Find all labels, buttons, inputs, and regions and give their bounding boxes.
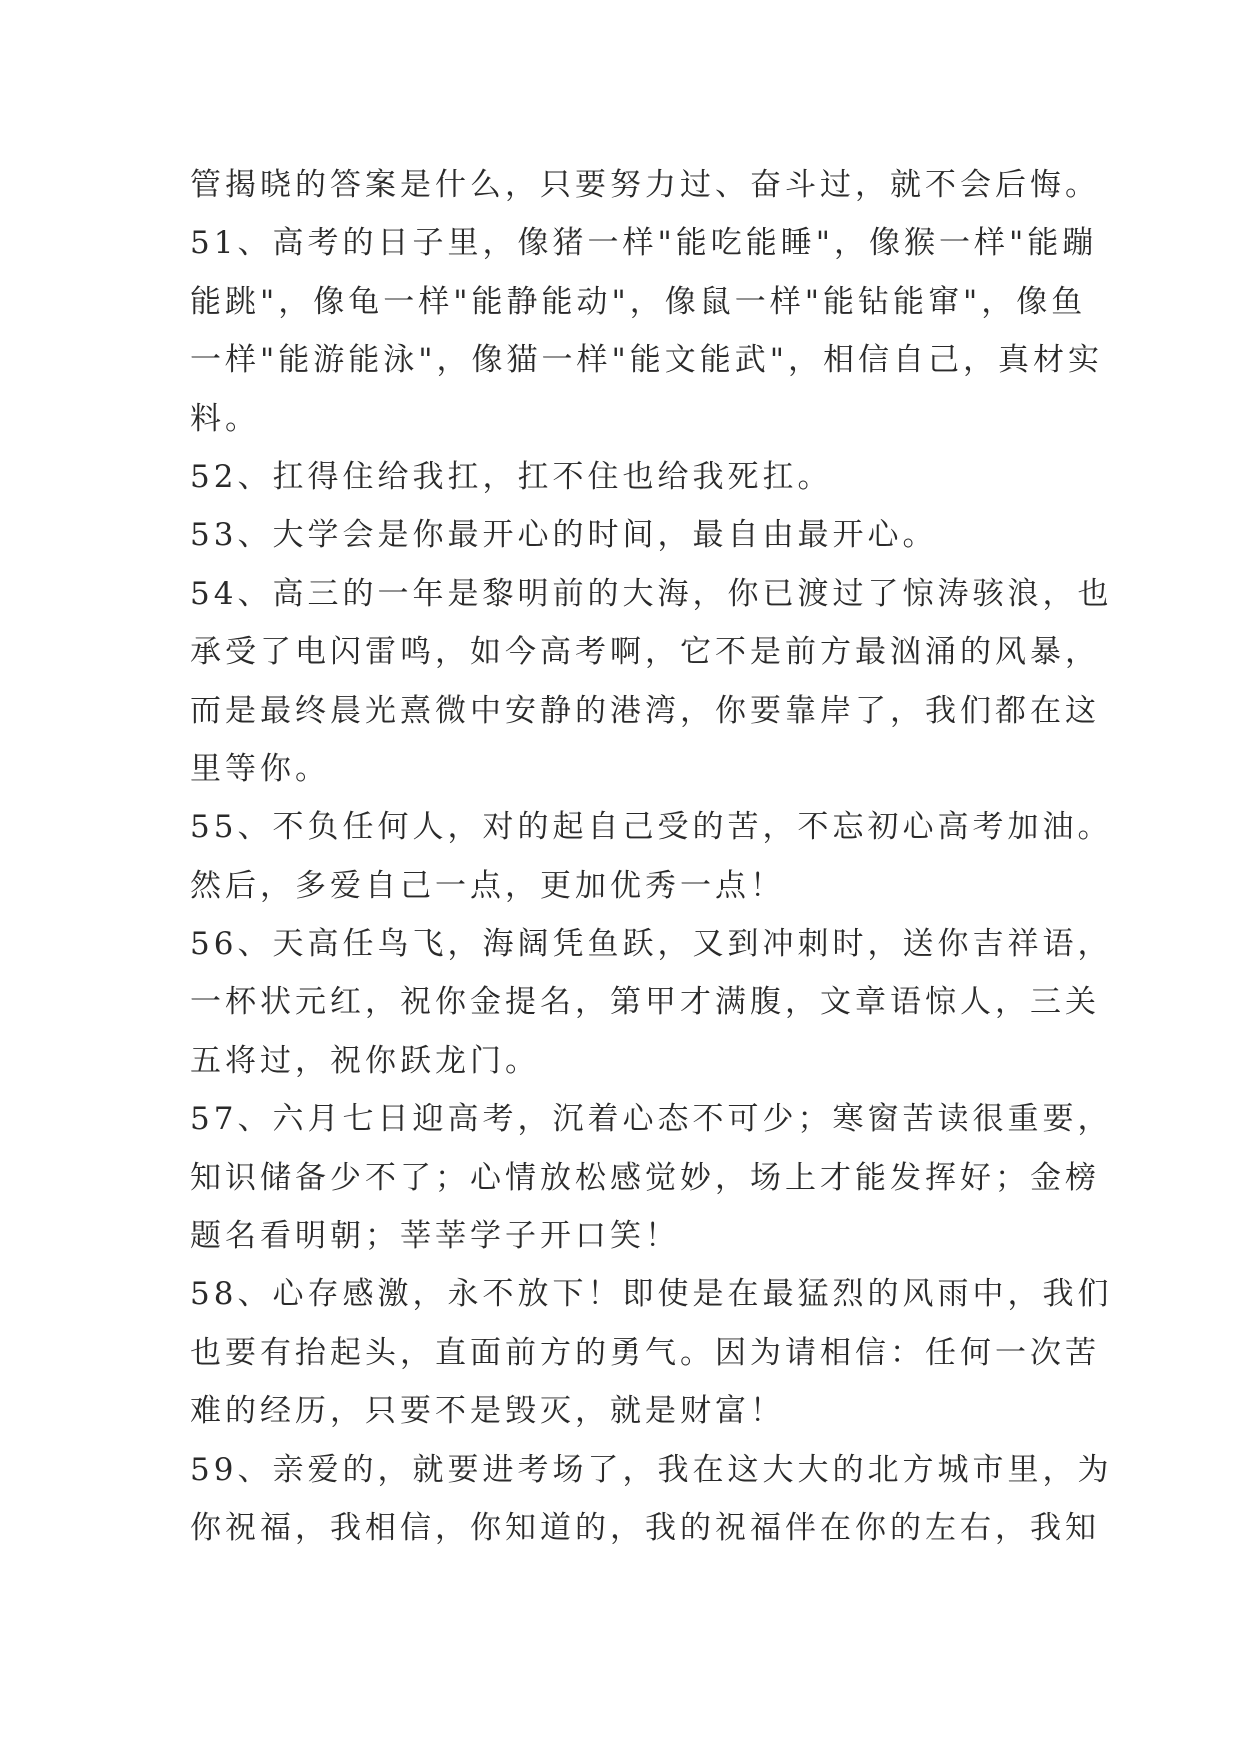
text-line: 52、扛得住给我扛，扛不住也给我死扛。 (190, 458, 833, 495)
text-line: 54、高三的一年是黎明前的大海，你已渡过了惊涛骇浪，也 (190, 575, 1113, 612)
text-line: 51、高考的日子里，像猪一样"能吃能睡"，像猴一样"能蹦 (190, 225, 1098, 262)
text-line: 料。 (190, 400, 260, 437)
text-line: 五将过，祝你跃龙门。 (190, 1042, 540, 1079)
text-line: 一杯状元红，祝你金提名，第甲才满腹，文章语惊人，三关 (190, 984, 1100, 1021)
text-line: 里等你。 (190, 750, 330, 787)
text-line: 能跳"，像龟一样"能静能动"，像鼠一样"能钻能窜"，像鱼 (190, 283, 1087, 320)
document-body (190, 156, 1113, 1557)
text-line: 一样"能游能泳"，像猫一样"能文能武"，相信自己，真材实 (190, 342, 1104, 379)
text-line: 承受了电闪雷鸣，如今高考啊，它不是前方最汹涌的风暴， (190, 634, 1100, 671)
text-line: 也要有抬起头，直面前方的勇气。因为请相信：任何一次苦 (190, 1334, 1100, 1371)
text-line: 58、心存感激，永不放下！即使是在最猛烈的风雨中，我们 (190, 1276, 1113, 1313)
text-line: 知识储备少不了；心情放松感觉妙，场上才能发挥好；金榜 (190, 1159, 1100, 1196)
text-line: 你祝福，我相信，你知道的，我的祝福伴在你的左右，我知 (190, 1509, 1100, 1546)
text-line: 然后，多爱自己一点，更加优秀一点！ (190, 867, 785, 904)
text-line: 难的经历，只要不是毁灭，就是财富！ (190, 1393, 785, 1430)
text-line: 53、大学会是你最开心的时间，最自由最开心。 (190, 517, 938, 554)
text-line: 56、天高任鸟飞，海阔凭鱼跃，又到冲刺时，送你吉祥语， (190, 926, 1113, 963)
text-line: 而是最终晨光熹微中安静的港湾，你要靠岸了，我们都在这 (190, 692, 1100, 729)
text-line: 55、不负任何人，对的起自己受的苦，不忘初心高考加油。 (190, 809, 1113, 846)
text-line: 管揭晓的答案是什么，只要努力过、奋斗过，就不会后悔。 (190, 167, 1100, 203)
text-line: 题名看明朝；莘莘学子开口笑！ (190, 1218, 680, 1255)
text-line: 59、亲爱的，就要进考场了，我在这大大的北方城市里，为 (190, 1451, 1113, 1488)
text-line: 57、六月七日迎高考，沉着心态不可少；寒窗苦读很重要， (190, 1101, 1113, 1138)
